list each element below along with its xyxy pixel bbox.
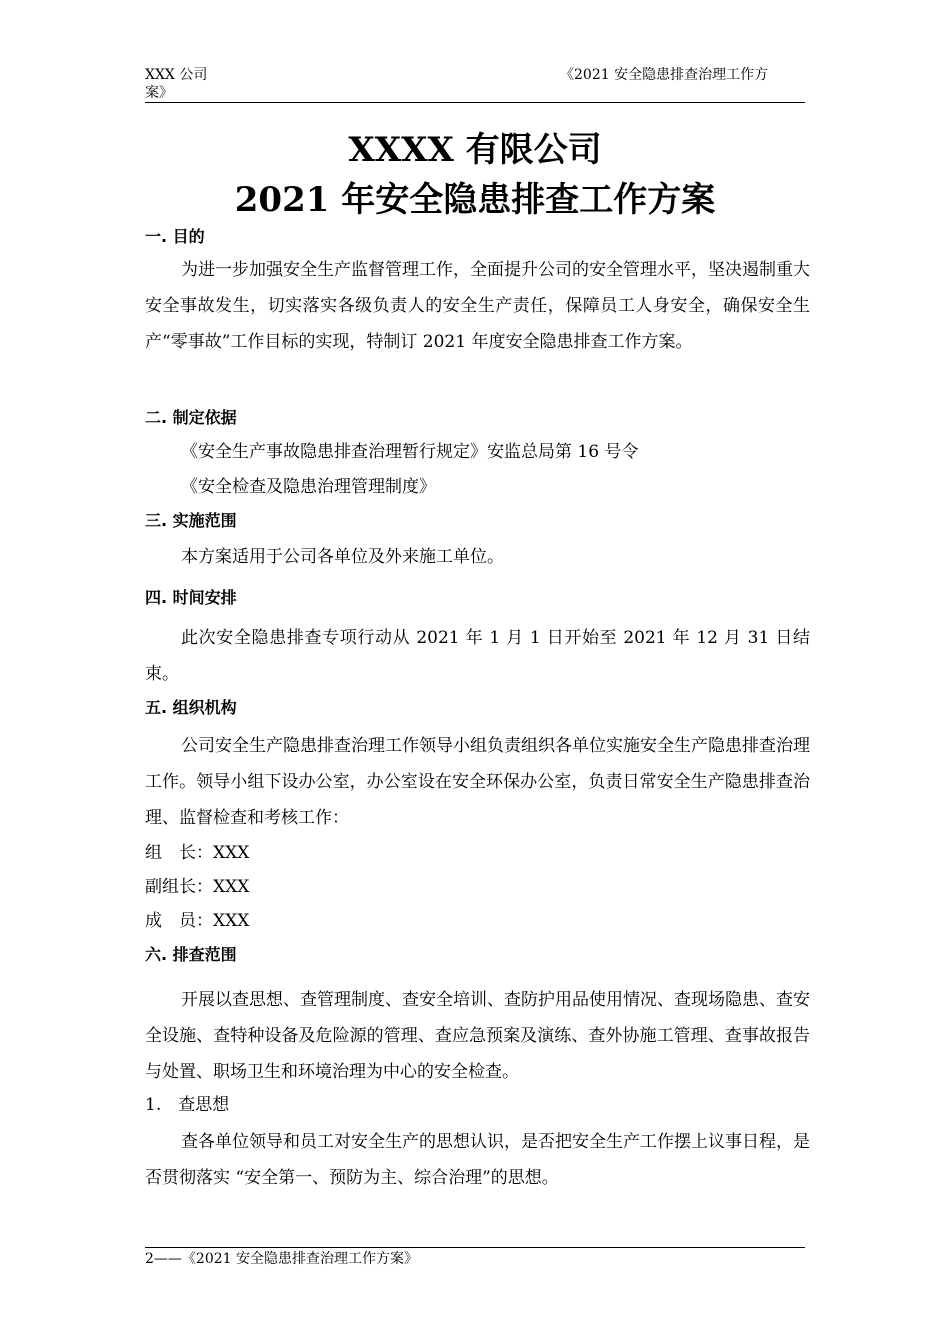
footer-text: 2——《2021 安全隐患排查治理工作方案》	[145, 1251, 418, 1267]
section-heading-basis: 二. 制定依据	[145, 408, 237, 427]
section-heading-scope: 三. 实施范围	[145, 511, 237, 530]
section-heading-inspection-scope: 六. 排查范围	[145, 945, 237, 964]
header-right: 《2021 安全隐患排查治理工作方	[560, 67, 769, 83]
org-member: 成 员：XXX	[145, 911, 250, 931]
basis-item-1: 《安全生产事故隐患排查治理暂行规定》安监总局第 16 号令	[181, 442, 639, 462]
section-heading-purpose: 一. 目的	[145, 227, 205, 246]
header-rule	[145, 102, 805, 103]
subsection-title-ideology: 1. 查思想	[145, 1095, 230, 1115]
section-body-inspection-scope: 开展以查思想、查管理制度、查安全培训、查防护用品使用情况、查现场隐患、查安全设施、查特种设备及危险源的管理、查应急预案及演练、查外协施工管理、查事故报告与处置、职场卫生和环境治理为中心的安全检查。	[145, 990, 810, 1082]
section-body-organization: 公司安全生产隐患排查治理工作领导小组负责组织各单位实施安全生产隐患排查治理工作。领导小组下设办公室，办公室设在安全环保办公室，负责日常安全生产隐患排查治理、监督检查和考核工作：	[145, 736, 810, 828]
org-deputy: 副组长：XXX	[145, 877, 250, 897]
section-heading-organization: 五. 组织机构	[145, 698, 237, 717]
footer-rule	[145, 1247, 805, 1248]
section-body-schedule: 此次安全隐患排查专项行动从 2021 年 1 月 1 日开始至 2021 年 12 月 31 日结束。	[145, 628, 810, 684]
section-body-purpose: 为进一步加强安全生产监督管理工作，全面提升公司的安全管理水平，坚决遏制重大安全事故发生，切实落实各级负责人的安全生产责任，保障员工人身安全，确保安全生产“零事故”工作目标的实现，特制订 2021 年度安全隐患排查工作方案。	[145, 260, 810, 352]
document-title-company: XXXX 有限公司	[348, 130, 602, 170]
section-body-scope: 本方案适用于公司各单位及外来施工单位。	[181, 547, 504, 567]
document-title-plan: 2021 年安全隐患排查工作方案	[234, 180, 716, 220]
section-heading-schedule: 四. 时间安排	[145, 588, 237, 607]
header-left: XXX 公司案》	[145, 67, 208, 101]
subsection-body-ideology: 查各单位领导和员工对安全生产的思想认识，是否把安全生产工作摆上议事日程，是否贯彻落实 “安全第一、预防为主、综合治理”的思想。	[145, 1132, 810, 1188]
org-leader: 组 长：XXX	[145, 843, 250, 863]
basis-item-2: 《安全检查及隐患治理管理制度》	[181, 477, 436, 497]
